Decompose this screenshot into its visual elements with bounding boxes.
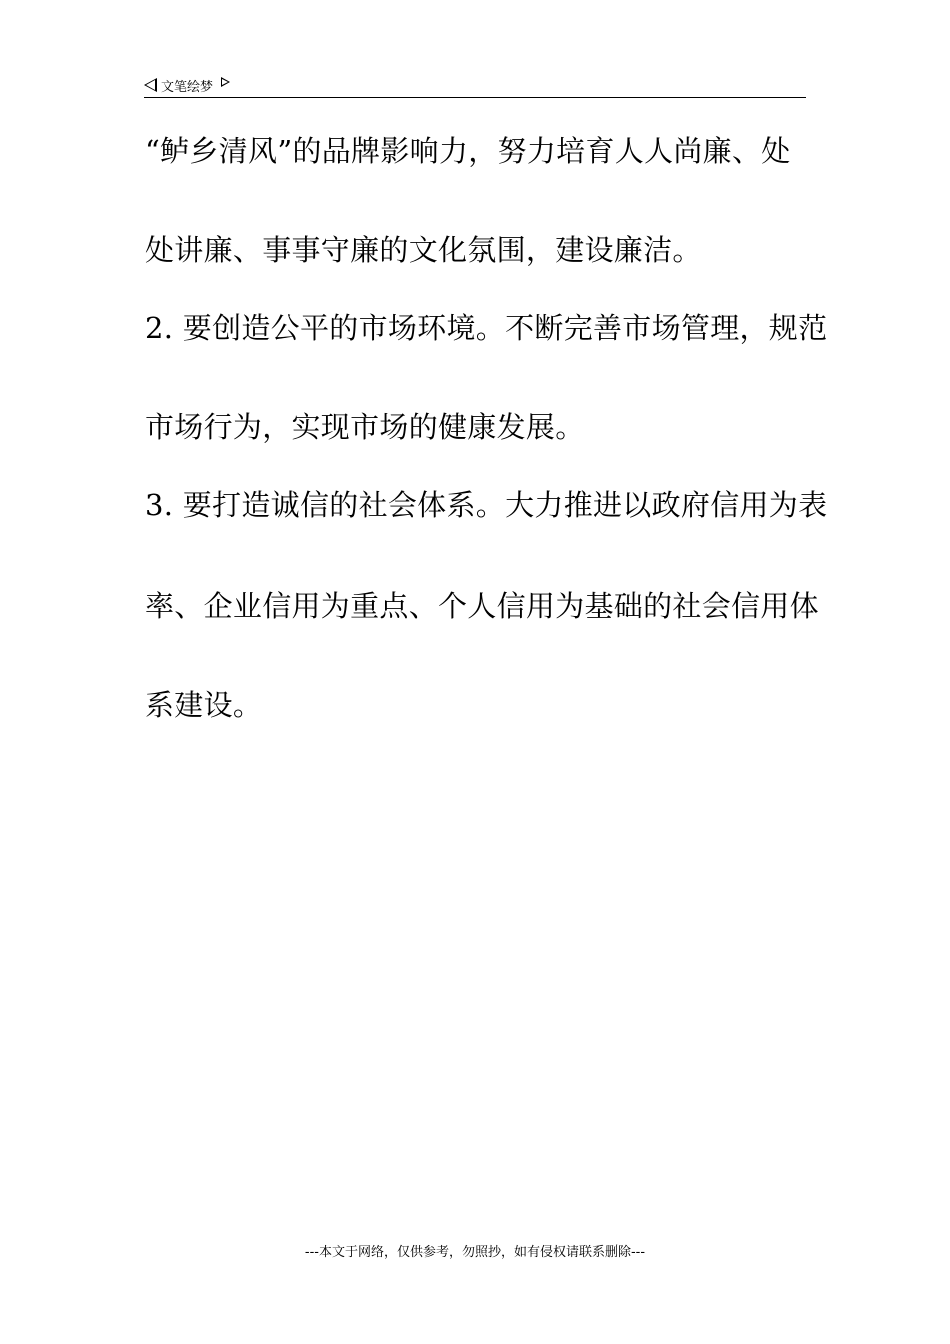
header-divider [144,97,806,98]
body-line: 处讲廉、事事守廉的文化氛围，建设廉洁。 [145,233,702,267]
body-line: 率、企业信用为重点、个人信用为基础的社会信用体 [145,589,819,623]
triangle-right-outline-icon [221,77,230,87]
body-line: 2. 要创造公平的市场环境。不断完善市场管理，规范 [145,311,828,345]
body-line: 市场行为，实现市场的健康发展。 [145,410,585,444]
header-title: 文笔绘梦 [161,79,214,95]
body-line: “鲈乡清风”的品牌影响力，努力培育人人尚廉、处 [145,134,791,168]
page-footer: ---本文于网络，仅供参考，勿照抄，如有侵权请联系删除--- [304,1245,646,1260]
body-line: 3. 要打造诚信的社会体系。大力推进以政府信用为表 [145,488,828,522]
triangle-left-outline-icon [144,78,157,92]
page-header [144,74,806,96]
body-line: 系建设。 [145,688,263,722]
